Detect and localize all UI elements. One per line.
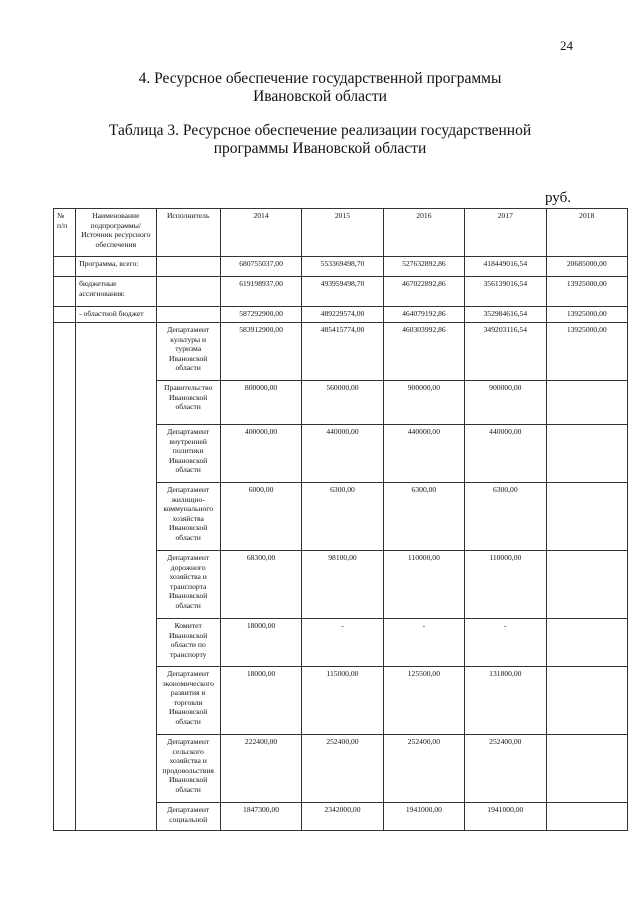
cell-value: 252400,00 [302, 735, 383, 803]
cell-value: 587292900,00 [220, 307, 301, 323]
cell-value: 13925000,00 [546, 307, 627, 323]
cell-executor: Департамент сельского хозяйства и продовольствия Ивановской области [156, 735, 220, 803]
cell-value: 18000,00 [220, 667, 301, 735]
cell-name [76, 323, 156, 831]
cell-value [546, 735, 627, 803]
cell-value: 493959498,70 [302, 277, 383, 307]
table-row [54, 277, 628, 307]
cell-value: 418449016,54 [465, 257, 546, 277]
currency-label: руб. [545, 190, 571, 206]
cell-executor: Департамент культуры и туризма Ивановской области [156, 323, 220, 381]
table-header-row [54, 209, 628, 257]
cell-executor: Департамент внутренней политики Ивановской области [156, 425, 220, 483]
cell-name: бюджетные ассигнования: [76, 277, 156, 307]
cell-value: 356139016,54 [465, 277, 546, 307]
page-bottom-margin [0, 843, 640, 905]
cell-value: 125500,00 [383, 667, 464, 735]
cell-executor: Департамент экономического развития и торговли Ивановской области [156, 667, 220, 735]
cell-value: 900000,00 [383, 381, 464, 425]
cell-value: 900000,00 [465, 381, 546, 425]
cell-num [54, 257, 76, 277]
cell-value [546, 803, 627, 831]
cell-value [546, 381, 627, 425]
header-year: 2016 [383, 209, 464, 257]
header-year: 2018 [546, 209, 627, 257]
cell-value: 18000,00 [220, 619, 301, 667]
header-num: № п/п [54, 209, 76, 257]
cell-value: 6300,00 [302, 483, 383, 551]
cell-num [54, 307, 76, 323]
cell-value: 115000,00 [302, 667, 383, 735]
cell-executor [156, 277, 220, 307]
cell-value: 13925000,00 [546, 323, 627, 381]
cell-executor: Департамент дорожного хозяйства и транспорта Ивановской области [156, 551, 220, 619]
cell-value: 527632892,86 [383, 257, 464, 277]
cell-executor [156, 307, 220, 323]
cell-name: - областной бюджет [76, 307, 156, 323]
cell-value: 680755037,00 [220, 257, 301, 277]
cell-value: 440000,00 [465, 425, 546, 483]
cell-executor: Правительство Ивановской области [156, 381, 220, 425]
header-year: 2014 [220, 209, 301, 257]
cell-value: 440000,00 [302, 425, 383, 483]
cell-num [54, 323, 76, 831]
cell-value: 68300,00 [220, 551, 301, 619]
page-number: 24 [560, 38, 573, 53]
cell-value: 400000,00 [220, 425, 301, 483]
cell-value: 6300,00 [465, 483, 546, 551]
header-year: 2017 [465, 209, 546, 257]
cell-value: 349203116,54 [465, 323, 546, 381]
cell-value: 222400,00 [220, 735, 301, 803]
cell-value: 619198937,00 [220, 277, 301, 307]
cell-value: 352984616,54 [465, 307, 546, 323]
cell-value: 6300,00 [383, 483, 464, 551]
table-row [54, 257, 628, 277]
cell-value [546, 667, 627, 735]
cell-value: 20685000,00 [546, 257, 627, 277]
table-caption-line-2: программы Ивановской области [213, 140, 427, 157]
cell-value: 110000,00 [465, 551, 546, 619]
cell-value: 252400,00 [383, 735, 464, 803]
cell-executor [156, 257, 220, 277]
cell-value: 460303992,86 [383, 323, 464, 381]
section-heading [0, 70, 640, 106]
cell-num [54, 277, 76, 307]
cell-executor: Комитет Ивановской области по транспорту [156, 619, 220, 667]
cell-value: 110000,00 [383, 551, 464, 619]
cell-value: 485415774,00 [302, 323, 383, 381]
header-executor: Исполнитель [156, 209, 220, 257]
cell-executor: Департамент жилищно-коммунального хозяйства Ивановской области [156, 483, 220, 551]
cell-value: 440000,00 [383, 425, 464, 483]
cell-value: 467022892,86 [383, 277, 464, 307]
cell-value: 98100,00 [302, 551, 383, 619]
cell-value [546, 425, 627, 483]
cell-value: 800000,00 [220, 381, 301, 425]
cell-value: 252400,00 [465, 735, 546, 803]
cell-value: 131800,00 [465, 667, 546, 735]
cell-value: 553369498,70 [302, 257, 383, 277]
resource-table [53, 208, 628, 831]
section-heading-line-1: 4. Ресурсное обеспечение государственной программы [138, 70, 502, 87]
cell-value: 583912900,00 [220, 323, 301, 381]
cell-value: - [383, 619, 464, 667]
cell-value: 1941000,00 [465, 803, 546, 831]
cell-value [546, 483, 627, 551]
cell-value: 489229574,00 [302, 307, 383, 323]
section-heading-line-2: Ивановской области [253, 88, 387, 105]
cell-name: Программа, всего: [76, 257, 156, 277]
cell-value [546, 619, 627, 667]
cell-value: 1941000,00 [383, 803, 464, 831]
cell-value: 6000,00 [220, 483, 301, 551]
header-name: Наименование подпрограммы/ Источник ресурсного обеспечения [76, 209, 156, 257]
table-row [54, 307, 628, 323]
table-caption [0, 122, 640, 158]
table-caption-line-1: Таблица 3. Ресурсное обеспечение реализации государственной [108, 122, 532, 139]
cell-executor: Департамент социальной [156, 803, 220, 831]
cell-value: - [465, 619, 546, 667]
table-row [54, 323, 628, 381]
header-year: 2015 [302, 209, 383, 257]
cell-value: - [302, 619, 383, 667]
cell-value: 13925000,00 [546, 277, 627, 307]
cell-value: 2342000,00 [302, 803, 383, 831]
cell-value: 560000,00 [302, 381, 383, 425]
cell-value: 464079192,86 [383, 307, 464, 323]
cell-value [546, 551, 627, 619]
cell-value: 1847300,00 [220, 803, 301, 831]
